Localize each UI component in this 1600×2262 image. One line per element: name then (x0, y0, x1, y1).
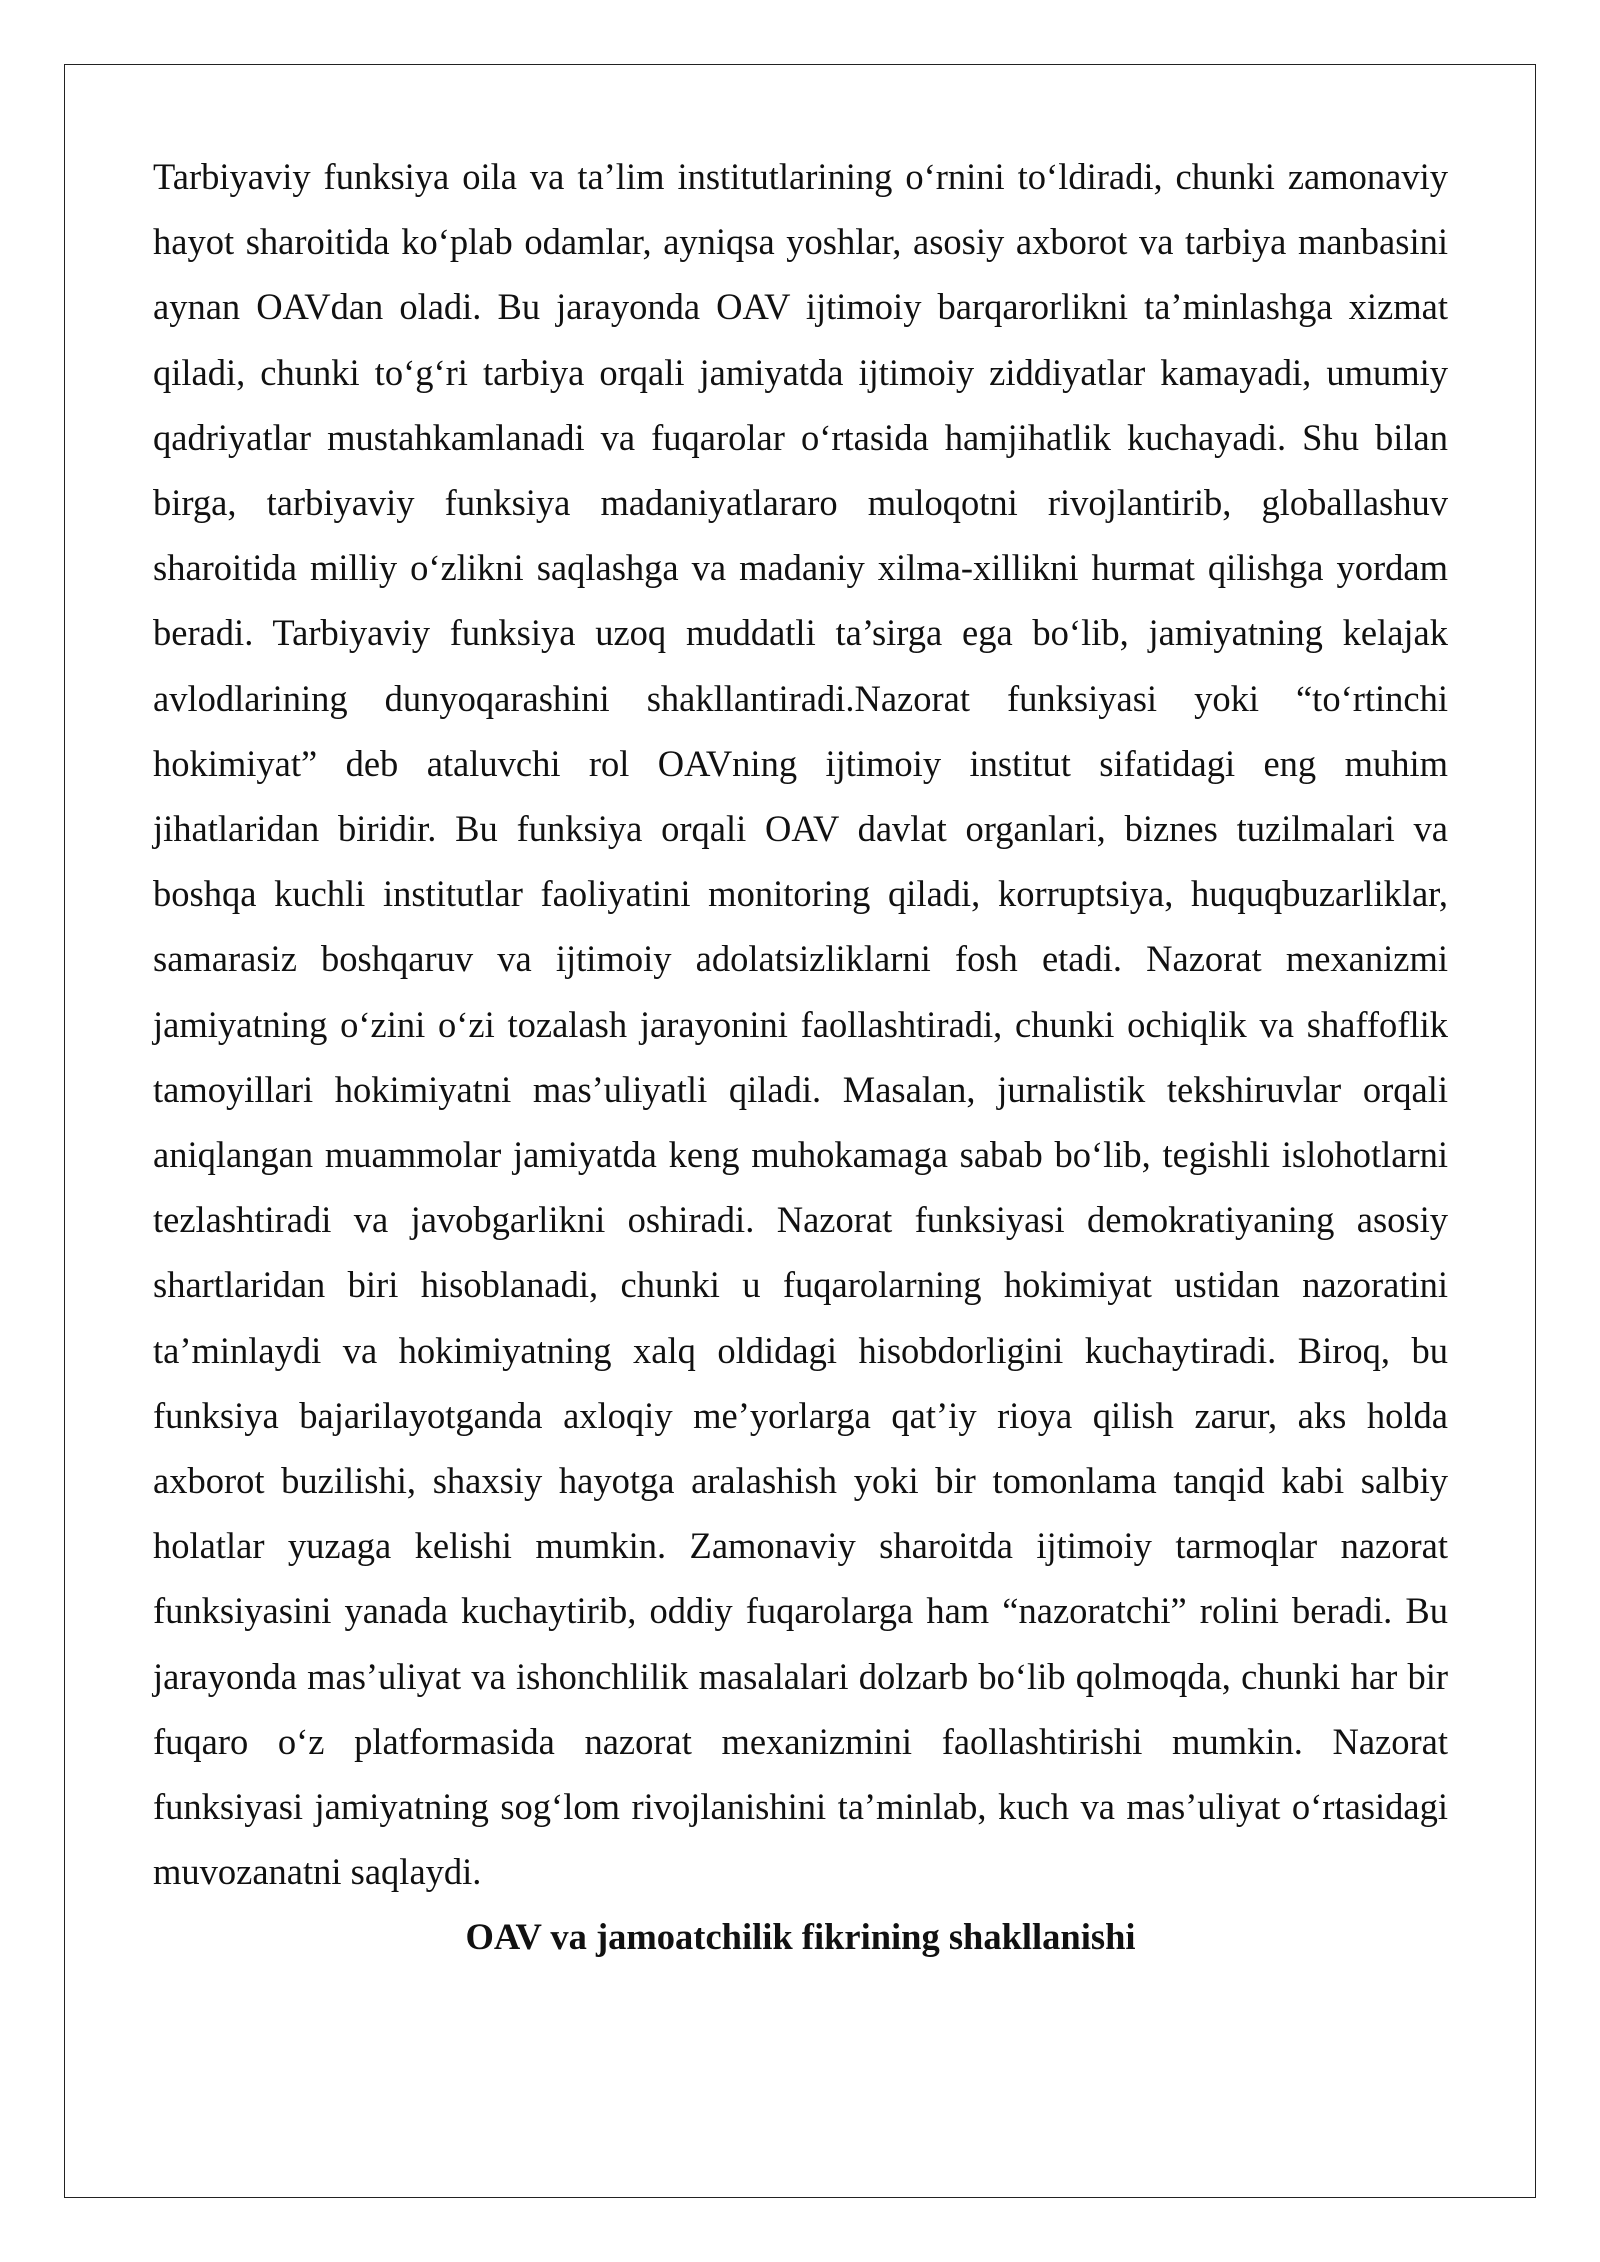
page-content (153, 144, 1448, 1970)
section-heading: OAV va jamoatchilik fikrining shakllanishi (465, 1916, 1136, 1958)
body-paragraph: Tarbiyaviy funksiya oila va ta’lim institutlarining o‘rnini to‘ldiradi, chunki zamonaviy hayot sharoitida ko‘plab odamlar, ayniqsa yoshlar, asosiy axborot va tarbiya manbasini aynan OAVdan oladi. Bu jarayonda OAV ijtimoiy barqarorlikni ta’minlashga xizmat qiladi, chunki to‘g‘ri tarbiya orqali jamiyatda ijtimoiy ziddiyatlar kamayadi, umumiy qadriyatlar mustahkamlanadi va fuqarolar o‘rtasida hamjihatlik kuchayadi. Shu bilan birga, tarbiyaviy funksiya madaniyatlararo muloqotni rivojlantirib, globallashuv sharoitida milliy o‘zlikni saqlashga va madaniy xilma-xillikni hurmat qilishga yordam beradi. Tarbiyaviy funksiya uzoq muddatli ta’sirga ega bo‘lib, jamiyatning kelajak avlodlarining dunyoqarashini shakllantiradi.Nazorat funksiyasi yoki “to‘rtinchi hokimiyat” deb ataluvchi rol OAVning ijtimoiy institut sifatidagi eng muhim jihatlaridan biridir. Bu funksiya orqali OAV davlat organlari, biznes tuzilmalari va boshqa kuchli institutlar faoliyatini monitoring qiladi, korruptsiya, huquqbuzarliklar, samarasiz boshqaruv va ijtimoiy adolatsizliklarni fosh etadi. Nazorat mexanizmi jamiyatning o‘zini o‘zi tozalash jarayonini faollashtiradi, chunki ochiqlik va shaffoflik tamoyillari hokimiyatni mas’uliyatli qiladi. Masalan, jurnalistik tekshiruvlar orqali aniqlangan muammolar jamiyatda keng muhokamaga sabab bo‘lib, tegishli islohotlarni tezlashtiradi va javobgarlikni oshiradi. Nazorat funksiyasi demokratiyaning asosiy shartlaridan biri hisoblanadi, chunki u fuqarolarning hokimiyat ustidan nazoratini ta’minlaydi va hokimiyatning xalq oldidagi hisobdorligini kuchaytiradi. Biroq, bu funksiya bajarilayotganda axloqiy me’yorlarga qat’iy rioya qilish zarur, aks holda axborot buzilishi, shaxsiy hayotga aralashish yoki bir tomonlama tanqid kabi salbiy holatlar yuzaga kelishi mumkin. Zamonaviy sharoitda ijtimoiy tarmoqlar nazorat funksiyasini yanada kuchaytirib, oddiy fuqarolarga ham “nazoratchi” rolini beradi. Bu jarayonda mas’uliyat va ishonchlilik masalalari dolzarb bo‘lib qolmoqda, chunki har bir fuqaro o‘z platformasida nazorat mexanizmini faollashtirishi mumkin. Nazorat funksiyasi jamiyatning sog‘lom rivojlanishini ta’minlab, kuch va mas’uliyat o‘rtasidagi muvozanatni saqlaydi. (153, 156, 1448, 1893)
